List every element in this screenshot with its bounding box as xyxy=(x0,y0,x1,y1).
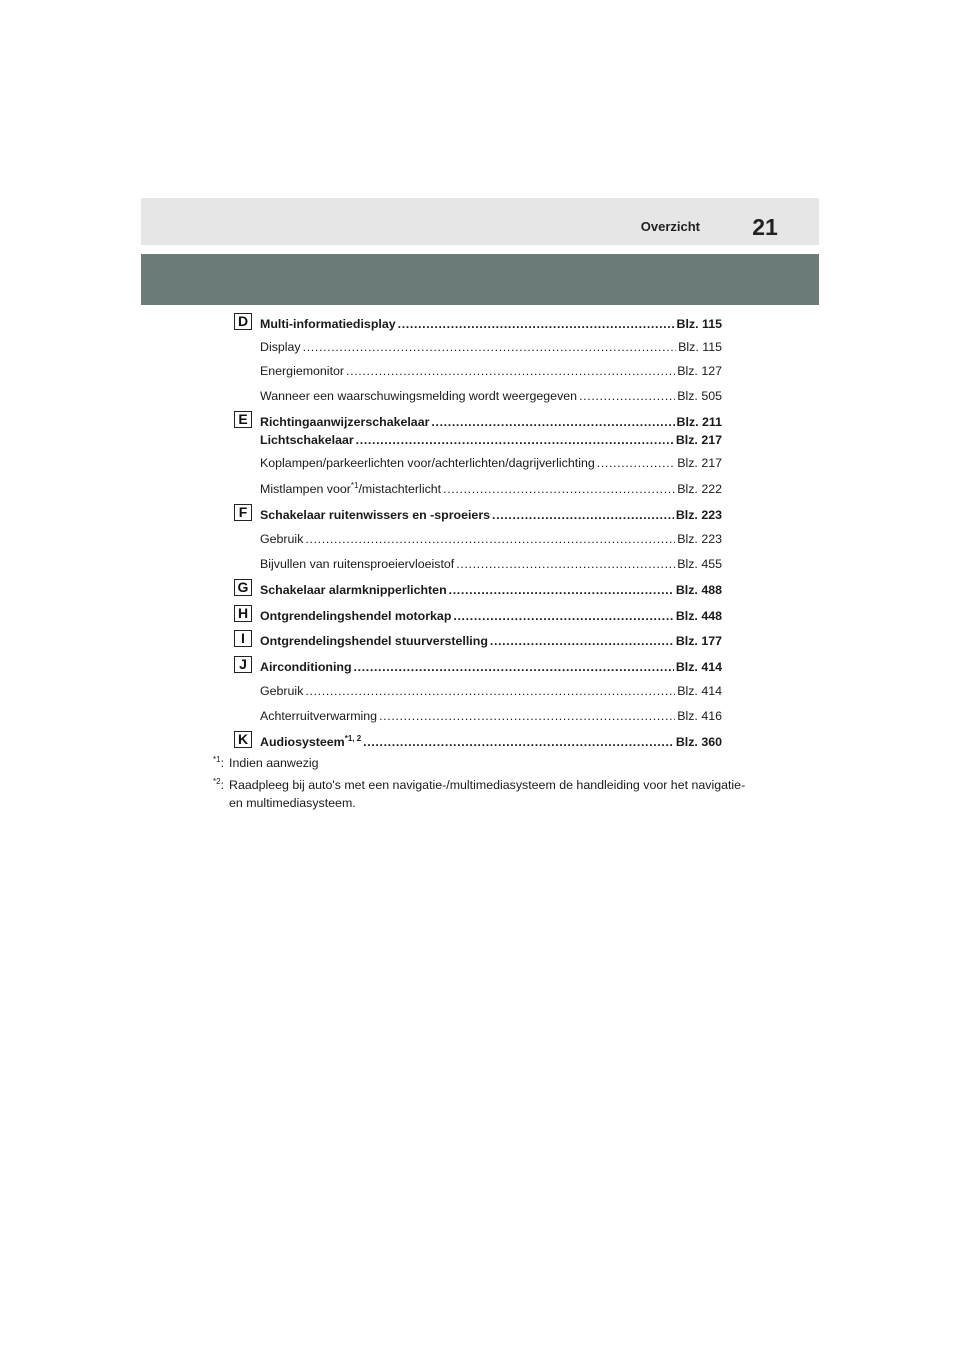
dot-leader xyxy=(305,683,675,699)
toc-heading[interactable] xyxy=(260,734,722,750)
toc-title: Schakelaar ruitenwissers en -sproeiers xyxy=(260,508,491,522)
toc-title: Koplampen/parkeerlichten voor/achterlichten/dagrijverlichting xyxy=(260,456,595,470)
footnote-ref: *1, 2 xyxy=(344,734,362,743)
toc-page-ref: Blz. 488 xyxy=(675,583,722,597)
dot-leader xyxy=(492,507,674,523)
toc-subitem[interactable] xyxy=(260,455,722,471)
toc-title: Ontgrendelingshendel stuurverstelling xyxy=(260,634,488,648)
toc-title: Energiemonitor xyxy=(260,364,345,378)
page-number: 21 xyxy=(752,214,778,240)
toc-page-ref: Blz. 455 xyxy=(677,557,722,571)
toc-title: Lichtschakelaar xyxy=(260,433,354,447)
dot-leader xyxy=(490,633,674,649)
footnote-text: Raadpleeg bij auto's met een navigatie-/multimediasysteem de handleiding voor het navigatie- en multimediasysteem. xyxy=(229,778,746,810)
toc-page-ref: Blz. 414 xyxy=(675,660,722,674)
toc-page-ref: Blz. 177 xyxy=(675,634,722,648)
toc-page-ref: Blz. 416 xyxy=(677,709,722,723)
toc-page-ref: Blz. 217 xyxy=(675,433,722,447)
toc-page-ref: Blz. 217 xyxy=(677,456,722,470)
toc-page-ref: Blz. 127 xyxy=(677,364,722,378)
footnote-mark: $^{*1}$: xyxy=(213,754,225,770)
dot-leader xyxy=(398,316,675,332)
dot-leader xyxy=(356,432,674,448)
toc-heading[interactable] xyxy=(260,659,722,675)
toc-subitem[interactable] xyxy=(260,556,722,572)
toc-page-ref: Blz. 505 xyxy=(677,389,722,403)
section-letter-k: K xyxy=(234,731,252,748)
toc-subitem[interactable] xyxy=(260,708,722,724)
toc-heading[interactable] xyxy=(260,633,722,649)
toc-title: Multi-informatiedisplay xyxy=(260,317,396,331)
section-letter-i: I xyxy=(234,630,252,647)
toc-page-ref: Blz. 223 xyxy=(677,532,722,546)
toc-title: Display xyxy=(260,340,301,354)
toc-page-ref: Blz. 115 xyxy=(676,317,722,331)
toc-title: Audiosysteem$^{*1, 2}$ xyxy=(260,734,362,749)
dot-leader xyxy=(379,708,675,724)
toc-subitem[interactable] xyxy=(260,339,722,355)
toc-title: Gebruik xyxy=(260,684,304,698)
toc-title: Gebruik xyxy=(260,532,304,546)
toc-page-ref: Blz. 414 xyxy=(677,684,722,698)
toc-subitem[interactable] xyxy=(260,531,722,547)
toc-title: Mistlampen voor$^{*1}$/mistachterlicht xyxy=(260,481,442,496)
toc-title: Wanneer een waarschuwingsmelding wordt weergegeven xyxy=(260,389,578,403)
toc-heading[interactable] xyxy=(260,316,722,332)
footnote-mark: $^{*2}$: xyxy=(213,776,225,792)
toc-title: Achterruitverwarming xyxy=(260,709,378,723)
toc-heading[interactable] xyxy=(260,608,722,624)
toc-title: Richtingaanwijzerschakelaar xyxy=(260,415,430,429)
toc-subitem[interactable] xyxy=(260,481,722,497)
toc-subitem[interactable] xyxy=(260,388,722,404)
toc-page-ref: Blz. 223 xyxy=(675,508,722,522)
section-letter-g: G xyxy=(234,579,252,596)
toc-title: Airconditioning xyxy=(260,660,352,674)
section-letter-e: E xyxy=(234,411,252,428)
dot-leader xyxy=(354,659,674,675)
section-letter-h: H xyxy=(234,605,252,622)
toc-title: Ontgrendelingshendel motorkap xyxy=(260,609,452,623)
toc-title: Schakelaar alarmknipperlichten xyxy=(260,583,447,597)
dot-leader xyxy=(449,582,674,598)
toc-subitem[interactable] xyxy=(260,683,722,699)
toc-heading[interactable] xyxy=(260,414,722,430)
footnote-item xyxy=(213,776,749,812)
dot-leader xyxy=(443,481,675,497)
toc-page-ref: Blz. 222 xyxy=(677,482,722,496)
toc-page-ref: Blz. 115 xyxy=(678,340,722,354)
toc-heading[interactable] xyxy=(260,507,722,523)
footnote-item xyxy=(213,754,749,772)
dot-leader xyxy=(431,414,674,430)
toc-heading[interactable] xyxy=(260,582,722,598)
dot-leader xyxy=(453,608,673,624)
section-title: Overzicht xyxy=(640,219,700,234)
dot-leader xyxy=(363,734,674,750)
dot-leader xyxy=(456,556,675,572)
toc-title: Bijvullen van ruitensproeiervloeistof xyxy=(260,557,455,571)
footnote-text: Indien aanwezig xyxy=(229,756,319,770)
dot-leader xyxy=(597,455,675,471)
dot-leader xyxy=(579,388,675,404)
section-letter-f: F xyxy=(234,504,252,521)
footnote-ref: *1 xyxy=(350,481,359,490)
dot-leader xyxy=(346,363,675,379)
section-letter-j: J xyxy=(234,656,252,673)
toc-subitem[interactable] xyxy=(260,363,722,379)
dot-leader xyxy=(305,531,675,547)
section-letter-d: D xyxy=(234,313,252,330)
toc-page-ref: Blz. 211 xyxy=(676,415,722,429)
toc-page-ref: Blz. 448 xyxy=(675,609,722,623)
toc-page-ref: Blz. 360 xyxy=(675,735,722,749)
toc-heading[interactable] xyxy=(260,432,722,448)
section-banner xyxy=(141,254,819,305)
dot-leader xyxy=(303,339,677,355)
